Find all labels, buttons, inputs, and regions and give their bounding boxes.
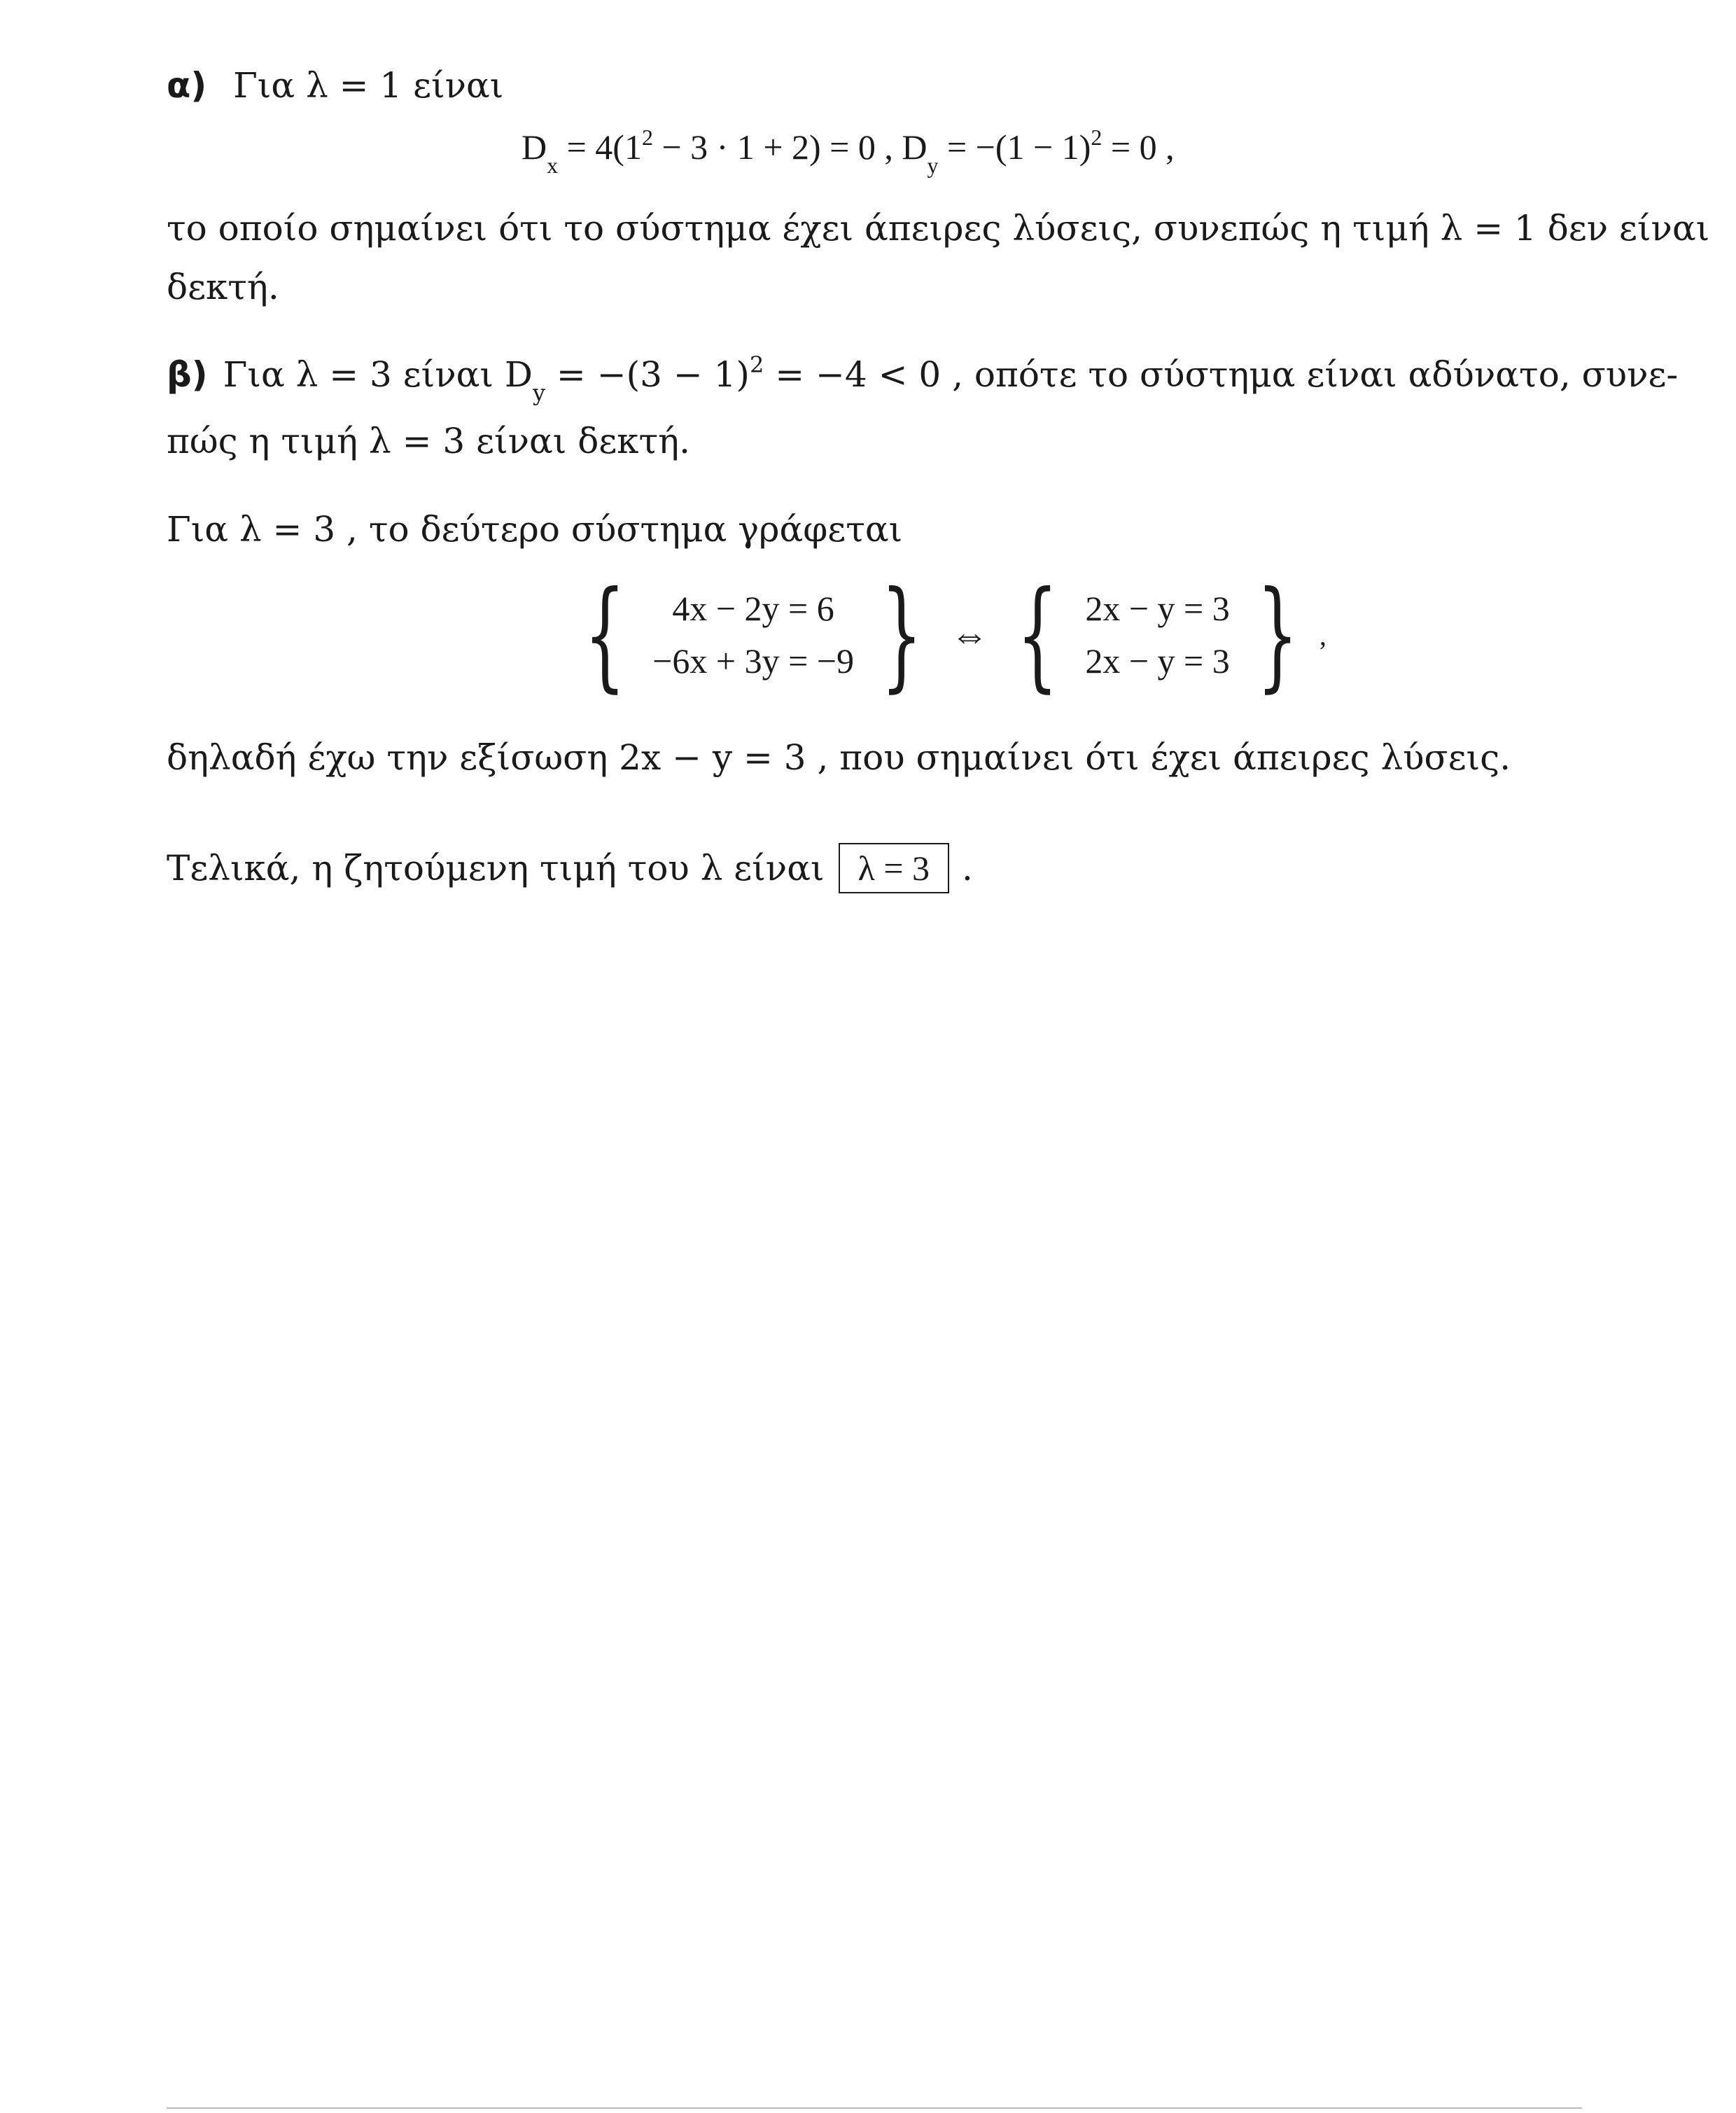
part-b-text-b: = −(3 − 1) — [545, 354, 750, 395]
determinants-formula — [522, 125, 1175, 178]
system-right-equations — [1075, 583, 1239, 688]
dx-expr-2: − 3 · 1 + 2) = 0 , D — [652, 127, 927, 167]
left-brace-2: { — [1016, 566, 1058, 704]
system-left-eq-1: 4x − 2y = 6 — [672, 589, 834, 628]
part-a-intro-line — [167, 64, 503, 106]
system-right-eq-2: 2x − y = 3 — [1085, 641, 1230, 681]
part-b-line-2: πώς η τιμή λ = 3 είναι δεκτή. — [167, 421, 690, 461]
part-b-dy-subscript: y — [532, 379, 546, 406]
final-answer-box: λ = 3 — [839, 843, 949, 893]
final-text: Τελικά, η ζητούμενη τιμή του λ είναι — [167, 848, 825, 888]
left-brace: { — [584, 566, 626, 704]
part-b-text-c: = −4 < 0 , οπότε το σύστημα είναι αδύνατο, συνε- — [764, 354, 1679, 395]
dy-end: = 0 , — [1102, 127, 1175, 167]
system-right-eq-1: 2x − y = 3 — [1085, 589, 1230, 628]
dy-expr: = −(1 − 1) — [938, 127, 1091, 167]
final-period: . — [962, 848, 973, 888]
system-left-equations — [643, 583, 864, 688]
second-system-intro: Για λ = 3 , το δεύτερο σύστημα γράφεται — [167, 509, 903, 550]
part-a-intro: Για λ = 1 είναι — [233, 65, 504, 106]
part-b-text-a: Για λ = 3 είναι D — [223, 354, 533, 395]
part-a-conclusion-2: δεκτή. — [167, 267, 279, 307]
dx-symbol: D — [522, 127, 547, 167]
equation-system — [567, 566, 1326, 704]
footer-divider — [167, 2107, 1582, 2109]
system-trailing-comma: , — [1319, 619, 1326, 651]
iff-symbol: ⇔ — [951, 614, 989, 656]
system-left-eq-2: −6x + 3y = −9 — [652, 641, 854, 681]
dy-subscript: y — [927, 153, 939, 178]
part-b-exponent: 2 — [749, 351, 764, 378]
dx-subscript: x — [547, 153, 559, 178]
part-a-label: α) — [167, 65, 207, 106]
part-b-line-1 — [167, 351, 1679, 406]
final-answer-line — [167, 847, 973, 889]
dx-exponent: 2 — [641, 125, 653, 150]
right-brace-2: } — [1256, 566, 1298, 704]
equation-line: δηλαδή έχω την εξίσωση 2x − y = 3 , που σημαίνει ότι έχει άπειρες λύσεις. — [167, 737, 1511, 778]
dx-expr-1: = 4(1 — [558, 127, 642, 167]
dy-exponent: 2 — [1091, 125, 1102, 150]
part-a-conclusion-1: το οποίο σημαίνει ότι το σύστημα έχει άπειρες λύσεις, συνεπώς η τιμή λ = 1 δεν είναι — [167, 208, 1710, 249]
right-brace: } — [881, 566, 923, 704]
part-b-label: β) — [167, 354, 208, 395]
